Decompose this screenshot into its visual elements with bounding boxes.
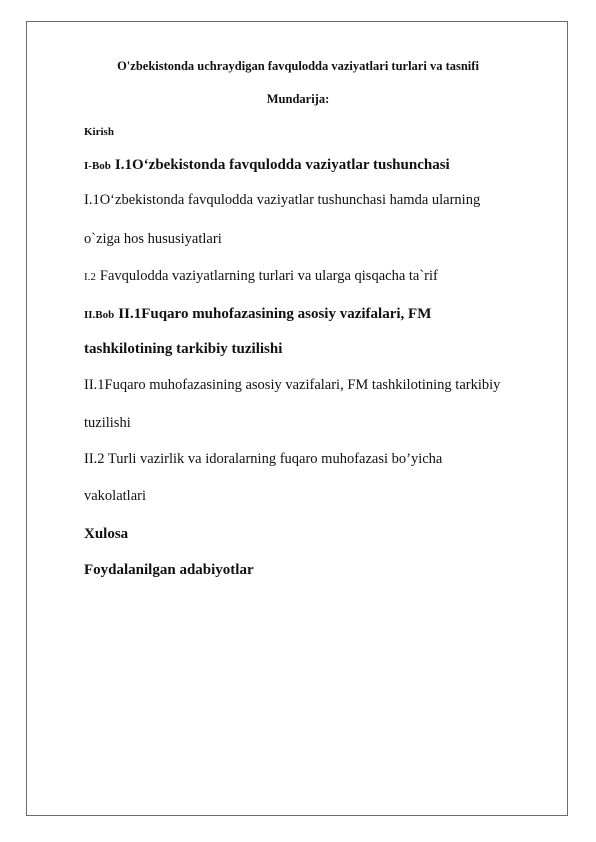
chapter-1-title: I.1O‘zbekistonda favqulodda vaziyatlar tushunchasi [114, 157, 450, 173]
chapter-1-prefix: I-Bob [84, 160, 111, 172]
toc-entry-2-2-line2: vakolatlari [84, 488, 147, 504]
section-1-2-prefix: I.2 [84, 271, 96, 283]
contents-heading: Mundarija: [266, 92, 330, 106]
toc-entry-chapter-2-line2: tashkilotining tarkibiy tuzilishi [84, 341, 283, 357]
toc-entry-2-1-line2: tuzilishi [84, 415, 131, 431]
toc-entry-chapter-2 [84, 306, 431, 322]
document-title: O'zbekistonda uchraydigan favqulodda vaziyatlari turlari va tasnifi [117, 59, 479, 73]
toc-entry-conclusion: Xulosa [84, 526, 129, 542]
toc-entry-references: Foydalanilgan adabiyotlar [84, 562, 254, 578]
toc-entry-intro: Kirish [84, 126, 114, 138]
toc-entry-1-2 [84, 268, 438, 284]
toc-entry-2-2-line1: II.2 Turli vazirlik va idoralarning fuqaro muhofazasi bo’yicha [84, 451, 443, 467]
toc-entry-1-1-line1: I.1O‘zbekistonda favqulodda vaziyatlar tushunchasi hamda ularning [84, 192, 481, 208]
chapter-2-title: II.1Fuqaro muhofazasining asosiy vazifalari, FM [118, 306, 432, 322]
toc-entry-chapter-1 [84, 157, 450, 173]
toc-entry-2-1-line1: II.1Fuqaro muhofazasining asosiy vazifalari, FM tashkilotining tarkibiy [84, 377, 501, 393]
chapter-2-prefix: II.Bob [84, 309, 115, 321]
section-1-2-title: Favqulodda vaziyatlarning turlari va ularga qisqacha ta`rif [99, 268, 438, 284]
toc-entry-1-1-line2: o`ziga hos hususiyatlari [84, 231, 222, 247]
